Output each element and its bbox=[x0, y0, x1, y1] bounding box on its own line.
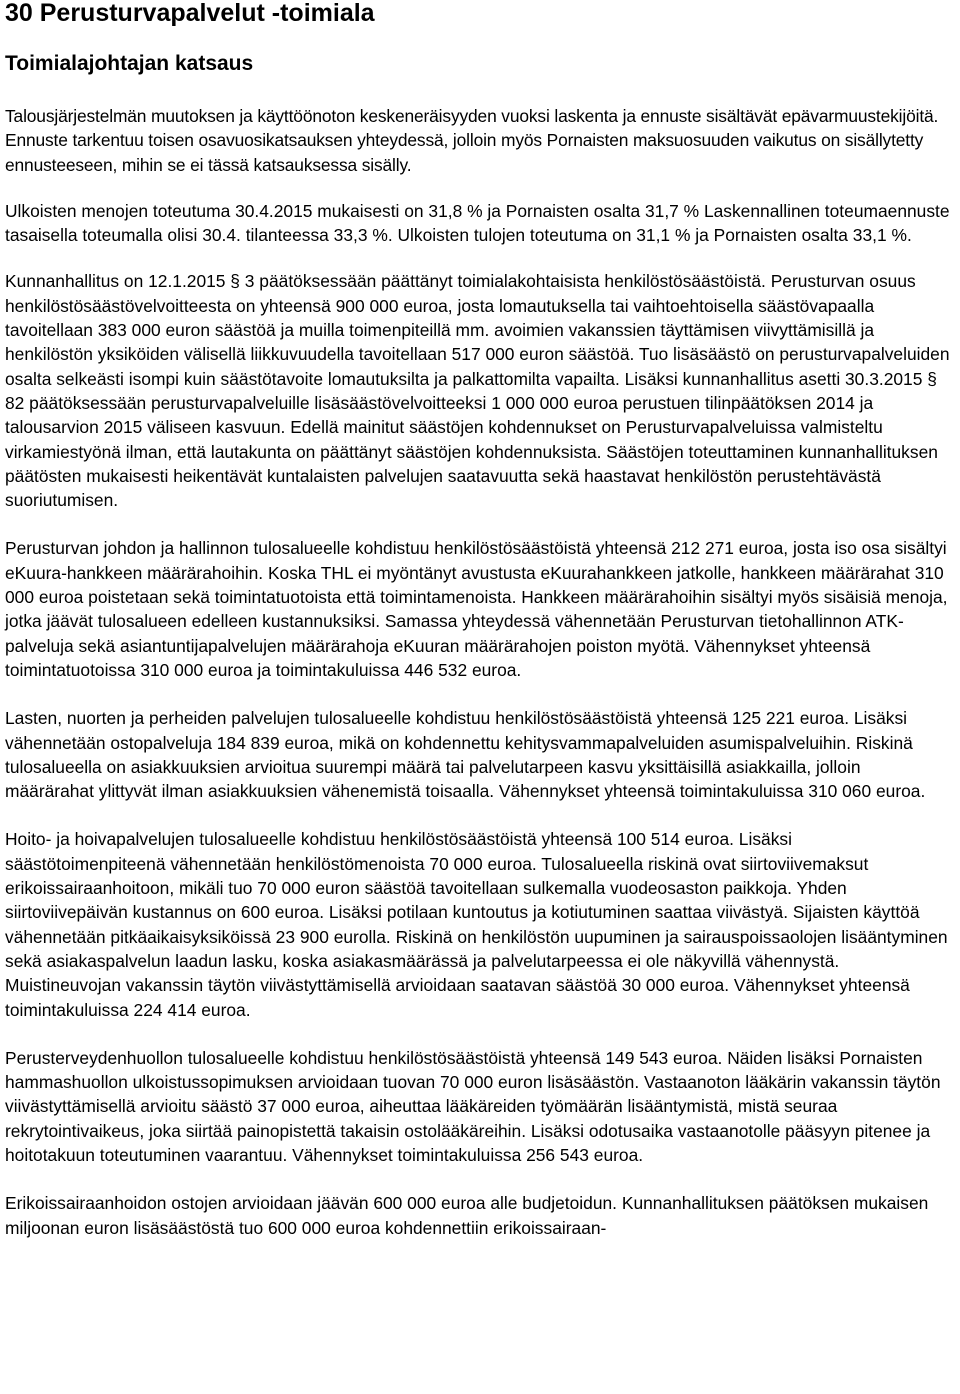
document-page bbox=[5, 0, 953, 1240]
paragraph-primary-healthcare: Perusterveydenhuollon tulosalueelle kohdistuu henkilöstösäästöistä yhteensä 149 543 euroa. Näiden lisäksi Pornaisten hammashuollon ulkoistussopimuksen arvioidaan tuovan 70 000 euron lisäsäästön. Vastaanoton lääkärin vakanssin täytön viivästyttämisellä arvioitu säästö 37 000 euroa, aiheuttaa lääkäreiden työmäärän lisääntymistä, mistä seuraa rekrytointivaikeus, joka siirtää painopistettä takaisin ostolääkäreihin. Lisäksi odotusaika vastaanotolle pääsyyn pitenee ja hoitotakuun toteutuminen vaarantuu. Vähennykset toimintakuluissa 256 543 euroa. bbox=[5, 1047, 941, 1165]
paragraph-specialized-care: Erikoissairaanhoidon ostojen arvioidaan jäävän 600 000 euroa alle budjetoidun. Kunnanhallituksen päätöksen mukaisen miljoonan euron lisäsäästöstä tuo 600 000 euroa kohdennettiin erikoissairaan- bbox=[5, 1193, 929, 1238]
paragraph-management: Perusturvan johdon ja hallinnon tulosalueelle kohdistuu henkilöstösäästöistä yhteensä 212 271 euroa, josta iso osa sisältyi eKuura-hankkeen määrärahoihin. Koska THL ei myöntänyt avustusta eKuurahankkeen jatkolle, hankkeen määrärahat 310 000 euroa poistetaan sekä toimintatuotoista että toimintamenoista. Hankkeen määrärahoihin sisältyi myös sisäisiä menoja, jotka jäävät tulosalueen edelleen kustannuksiksi. Samassa yhteydessä vähennetään Perusturvan tietohallinnon ATK-palveluja sekä asiantuntijapalvelujen määrärahoja eKuuran määrärahojen poiston myötä. Vähennykset yhteensä toimintatuotoissa 310 000 euroa ja toimintakuluissa 446 532 euroa. bbox=[5, 538, 948, 680]
paragraph-expenses: Ulkoisten menojen toteutuma 30.4.2015 mukaisesti on 31,8 % ja Pornaisten osalta 31,7 % Laskennallinen toteumaennuste tasaisella toteumalla olisi 30.4. tilanteessa 33,3 %. Ulkoisten tulojen toteutuma on 31,1 % ja Pornaisten osalta 33,1 %. bbox=[5, 200, 950, 246]
paragraph-children-families: Lasten, nuorten ja perheiden palvelujen tulosalueelle kohdistuu henkilöstösäästöistä yhteensä 125 221 euroa. Lisäksi vähennetään ostopalveluja 184 839 euroa, mikä on kohdennettu kehitysvammapalveluiden asumispalveluihin. Riskinä tulosalueella on asiakkuuksien arvioitua suurempi määrä tai palvelutarpeen kasvu yksittäisillä asiakkailla, jolloin määrärahat ylittyvät ilman asiakkuuksien vähenemistä toisaalla. Vähennykset yhteensä toimintakuluissa 310 060 euroa. bbox=[5, 708, 926, 802]
paragraph-intro: Talousjärjestelmän muutoksen ja käyttöönoton keskeneräisyyden vuoksi laskenta ja ennuste sisältävät epävarmuustekijöitä. Ennuste tarkentuu toisen osavuosikatsauksen yhteydessä, jolloin myös Pornaisten maksuosuuden vaikutus on sisällytetty ennusteeseen, mihin se ei tässä katsauksessa sisälly. bbox=[5, 106, 939, 175]
page-title: 30 Perusturvapalvelut -toimiala bbox=[5, 0, 375, 27]
paragraph-savings-decision: Kunnanhallitus on 12.1.2015 § 3 päätöksessään päättänyt toimialakohtaisista henkilöstösäästöistä. Perusturvan osuus henkilöstösäästövelvoitteesta on yhteensä 900 000 euroa, josta lomautuksella tai vaihtoehtoisella säästövapaalla tavoitellaan 383 000 euron säästöä ja muilla toimenpiteillä mm. avoimien vakanssien täyttämisen viivyttämisillä ja henkilöstön yksiköiden välisellä liikkuvuudella tavoitellaan 517 000 euron säästöä. Tuo lisäsäästö on perusturvapalveluiden osalta selkeästi isompi kuin säästötavoite lomautuksilta ja palkattomilta vapailta. Lisäksi kunnanhallitus asetti 30.3.2015 § 82 päätöksessään perusturvapalveluille lisäsäästövelvoitteeksi 1 000 000 euroa perustuen tilinpäätöksen 2014 ja talousarvion 2015 väliseen kasvuun. Edellä mainitut säästöjen kohdennukset on Perusturvapalveluissa valmisteltu virkamiestyönä ilman, että lautakunta on päättänyt säästöjen kohdennuksista. Säästöjen toteuttaminen kunnanhallituksen päätösten mukaisesti heikentävät kuntalaisten palvelujen saatavuutta sekä haastavat henkilöstön perustehtävästä suoriutumisen. bbox=[5, 271, 950, 511]
paragraph-care-services: Hoito- ja hoivapalvelujen tulosalueelle kohdistuu henkilöstösäästöistä yhteensä 100 514 euroa. Lisäksi säästötoimenpiteenä vähennetään henkilöstömenoista 70 000 euroa. Tulosalueella riskinä ovat siirtoviivemaksut erikoissairaanhoitoon, mikäli tuo 70 000 euron säästöä tavoitellaan sulkemalla vuodeosaston paikkoja. Yhden siirtoviivepäivän kustannus on 600 euroa. Lisäksi potilaan kuntoutus ja kotiutuminen saattaa viivästyä. Sijaisten käyttöä vähennetään pitkäaikaisyksiköissä 23 900 eurolla. Riskinä on henkilöstön uupuminen ja sairauspoissaolojen lisääntyminen sekä asiakaspalvelun laadun lasku, koska asiakasmäärässä ja palvelutarpeessa ei ole näkyvillä vähennystä. Muistineuvojan vakanssin täytön viivästyttämisellä arvioidaan saatavan säästöä 30 000 euroa. Vähennykset yhteensä toimintakuluissa 224 414 euroa. bbox=[5, 829, 948, 1020]
section-heading: Toimialajohtajan katsaus bbox=[5, 52, 254, 75]
